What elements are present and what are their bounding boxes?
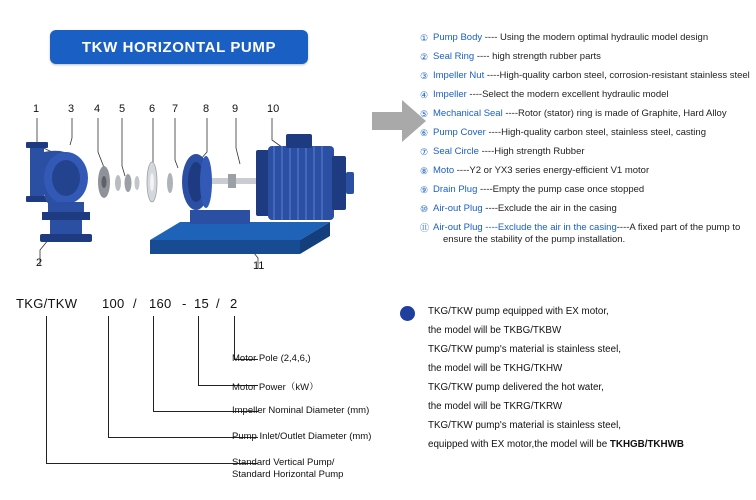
notes-text	[428, 302, 750, 454]
feature-number: ⑧	[420, 166, 429, 176]
callout-2: 2	[36, 257, 43, 269]
feature-number: ⑦	[420, 147, 429, 157]
callout-8: 8	[203, 103, 210, 115]
exploded-pump-diagram	[0, 90, 390, 290]
model-label-inlet: Pump Inlet/Outlet Diameter (mm)	[232, 431, 372, 442]
feature-key: Seal Ring	[433, 51, 475, 62]
model-label-pole: Motor Pole (2,4,6,)	[232, 353, 311, 364]
feature-text	[433, 32, 708, 44]
model-seg-slash2: /	[216, 296, 220, 311]
model-label-series-line1: Standard Vertical Pump/	[232, 457, 335, 468]
note-line: the model will be TKRG/TKRW	[428, 401, 563, 412]
feature-item	[420, 222, 750, 246]
feature-text	[433, 89, 669, 101]
note-line: the model will be TKBG/TKBW	[428, 325, 562, 336]
feature-key: Mechanical Seal	[433, 108, 503, 119]
page-title: TKW HORIZONTAL PUMP	[81, 38, 277, 56]
feature-text	[433, 51, 601, 63]
model-seg-pole: 2	[230, 296, 238, 311]
feature-text	[433, 184, 644, 196]
feature-desc: ---- Using the modern optimal hydraulic model design	[482, 32, 709, 43]
feature-number: ②	[420, 52, 429, 62]
callout-7: 7	[172, 103, 179, 115]
model-leader-series-v	[46, 316, 47, 464]
model-variant-notes	[400, 302, 750, 454]
callout-11: 11	[253, 260, 265, 272]
feature-key: Air-out Plug ----Exclude the air in the casing	[433, 222, 617, 233]
note-line: the model will be TKHG/TKHW	[428, 363, 563, 374]
feature-text	[433, 203, 617, 215]
feature-desc: ----Empty the pump case once stopped	[477, 184, 645, 195]
feature-text	[433, 127, 706, 139]
callout-5: 5	[119, 103, 126, 115]
model-seg-slash1: /	[133, 296, 137, 311]
feature-desc: ----Rotor (stator) ring is made of Graphite, Hard Alloy	[502, 108, 727, 119]
feature-item	[420, 32, 750, 44]
note-line: TKG/TKW pump equipped with EX motor,	[428, 306, 609, 317]
feature-desc-line2: ensure the stability of the pump installation.	[443, 234, 626, 245]
callout-4: 4	[94, 103, 101, 115]
feature-number: ⑨	[420, 185, 429, 195]
feature-number: ⑥	[420, 128, 429, 138]
feature-list	[420, 32, 750, 253]
model-label-power: Motor Power（kW）	[232, 382, 319, 393]
feature-key: Pump Body	[433, 32, 483, 43]
pump-illustration	[0, 90, 390, 290]
model-seg-inlet: 100	[102, 296, 125, 311]
feature-text	[433, 222, 740, 246]
page-title-banner	[50, 30, 308, 64]
callout-1: 1	[33, 103, 40, 115]
feature-item	[420, 70, 750, 82]
feature-number: ④	[420, 90, 429, 100]
feature-number: ①	[420, 33, 429, 43]
feature-number: ③	[420, 71, 429, 81]
model-code-block	[16, 296, 376, 496]
note-line: TKG/TKW pump delivered the hot water,	[428, 382, 604, 393]
model-leader-inlet-v	[108, 316, 109, 438]
feature-desc: ----High strength Rubber	[478, 146, 585, 157]
feature-number: ⑤	[420, 109, 429, 119]
feature-item	[420, 146, 750, 158]
feature-key: Seal Circle	[433, 146, 479, 157]
callout-6: 6	[149, 103, 156, 115]
feature-item	[420, 51, 750, 63]
feature-desc: ----Select the modern excellent hydraulic model	[466, 89, 669, 100]
feature-item	[420, 89, 750, 101]
feature-number: ⑩	[420, 204, 429, 214]
feature-item	[420, 108, 750, 120]
model-seg-series: TKG/TKW	[16, 296, 78, 311]
model-label-series-line2: Standard Horizontal Pump	[232, 469, 344, 480]
callout-3: 3	[68, 103, 75, 115]
feature-key: Pump Cover	[433, 127, 486, 138]
right-arrow-icon	[372, 100, 426, 142]
feature-key: Impeller Nut	[433, 70, 485, 81]
bullet-dot-icon	[400, 306, 415, 321]
note-last-prefix: equipped with EX motor,the model will be	[428, 439, 610, 450]
model-leader-power-v	[198, 316, 199, 386]
note-last-model: TKHGB/TKHWB	[609, 439, 684, 450]
feature-item	[420, 184, 750, 196]
feature-key: Moto	[433, 165, 455, 176]
feature-text	[433, 108, 727, 120]
model-seg-impeller: 160	[149, 296, 172, 311]
feature-desc: ---- high strength rubber parts	[474, 51, 601, 62]
note-line: TKG/TKW pump's material is stainless steel,	[428, 344, 621, 355]
feature-desc: ----Y2 or YX3 series energy-efficient V1 motor	[454, 165, 650, 176]
feature-desc: ----A fixed part of the pump to	[616, 222, 741, 233]
callout-10: 10	[267, 103, 280, 115]
model-leader-series-h	[46, 463, 258, 464]
feature-desc: ----High-quality carbon steel, stainless steel, casting	[485, 127, 706, 138]
feature-desc: ----Exclude the air in the casing	[482, 203, 617, 214]
feature-key: Drain Plug	[433, 184, 478, 195]
model-seg-dash: -	[182, 296, 187, 311]
feature-item	[420, 165, 750, 177]
model-leader-impeller-v	[153, 316, 154, 412]
model-label-impeller: Impeller Nominal Diameter (mm)	[232, 405, 370, 416]
feature-key: Air-out Plug	[433, 203, 483, 214]
feature-number: ⑪	[420, 223, 430, 233]
note-line: TKG/TKW pump's material is stainless steel,	[428, 420, 621, 431]
feature-text	[433, 165, 649, 177]
feature-key: Impeller	[433, 89, 467, 100]
feature-text	[433, 70, 750, 82]
model-seg-power: 15	[194, 296, 210, 311]
callout-9: 9	[232, 103, 239, 115]
feature-text	[433, 146, 585, 158]
feature-item	[420, 203, 750, 215]
note-line-last	[428, 435, 750, 454]
feature-desc: ----High-quality carbon steel, corrosion-resistant stainless steel	[484, 70, 750, 81]
feature-item	[420, 127, 750, 139]
